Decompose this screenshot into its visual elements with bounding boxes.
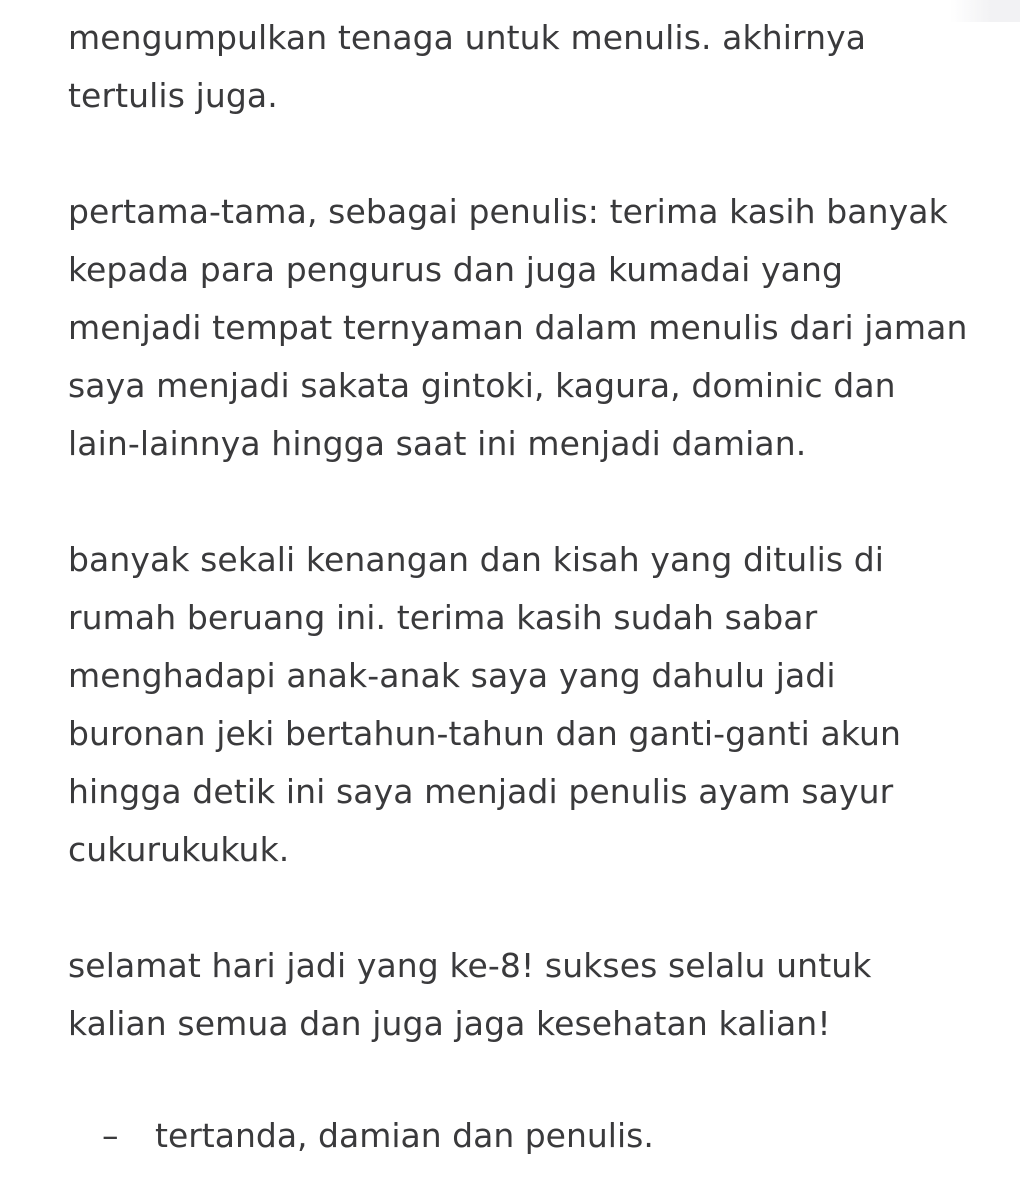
signature-line <box>0 1107 900 1165</box>
paragraph-2 <box>68 183 968 473</box>
text-line: banyak sekali kenangan dan kisah yang ditulis di <box>68 540 885 579</box>
text-line: menjadi tempat ternyaman dalam menulis dari jaman <box>68 308 968 347</box>
text-line: saya menjadi sakata gintoki, kagura, dominic dan <box>68 366 896 405</box>
paragraph-gap <box>68 125 968 183</box>
text-line: lain-lainnya hingga saat ini menjadi damian. <box>68 424 807 463</box>
paragraph-3 <box>68 531 968 879</box>
text-line: tertulis juga. <box>68 76 278 115</box>
paragraph-4 <box>68 937 968 1053</box>
text-line: kepada para pengurus dan juga kumadai yang <box>68 250 844 289</box>
text-line: rumah beruang ini. terima kasih sudah sabar <box>68 598 818 637</box>
text-line: buronan jeki bertahun-tahun dan ganti-ganti akun <box>68 714 902 753</box>
paragraph-1 <box>68 9 968 125</box>
text-line: selamat hari jadi yang ke-8! sukses selalu untuk <box>68 946 872 985</box>
signature-text: tertanda, damian dan penulis. <box>155 1116 654 1155</box>
text-line: hingga detik ini saya menjadi penulis ayam sayur <box>68 772 894 811</box>
signature-dash: – <box>102 1116 119 1155</box>
text-line: pertama-tama, sebagai penulis: terima kasih banyak <box>68 192 948 231</box>
paragraph-gap <box>68 473 968 531</box>
text-line: mengumpulkan tenaga untuk menulis. akhirnya <box>68 18 867 57</box>
text-line: cukurukukuk. <box>68 830 290 869</box>
note-body <box>68 9 968 1053</box>
text-line: menghadapi anak-anak saya yang dahulu jadi <box>68 656 836 695</box>
paragraph-gap <box>68 879 968 937</box>
text-line: kalian semua dan juga jaga kesehatan kalian! <box>68 1004 831 1043</box>
